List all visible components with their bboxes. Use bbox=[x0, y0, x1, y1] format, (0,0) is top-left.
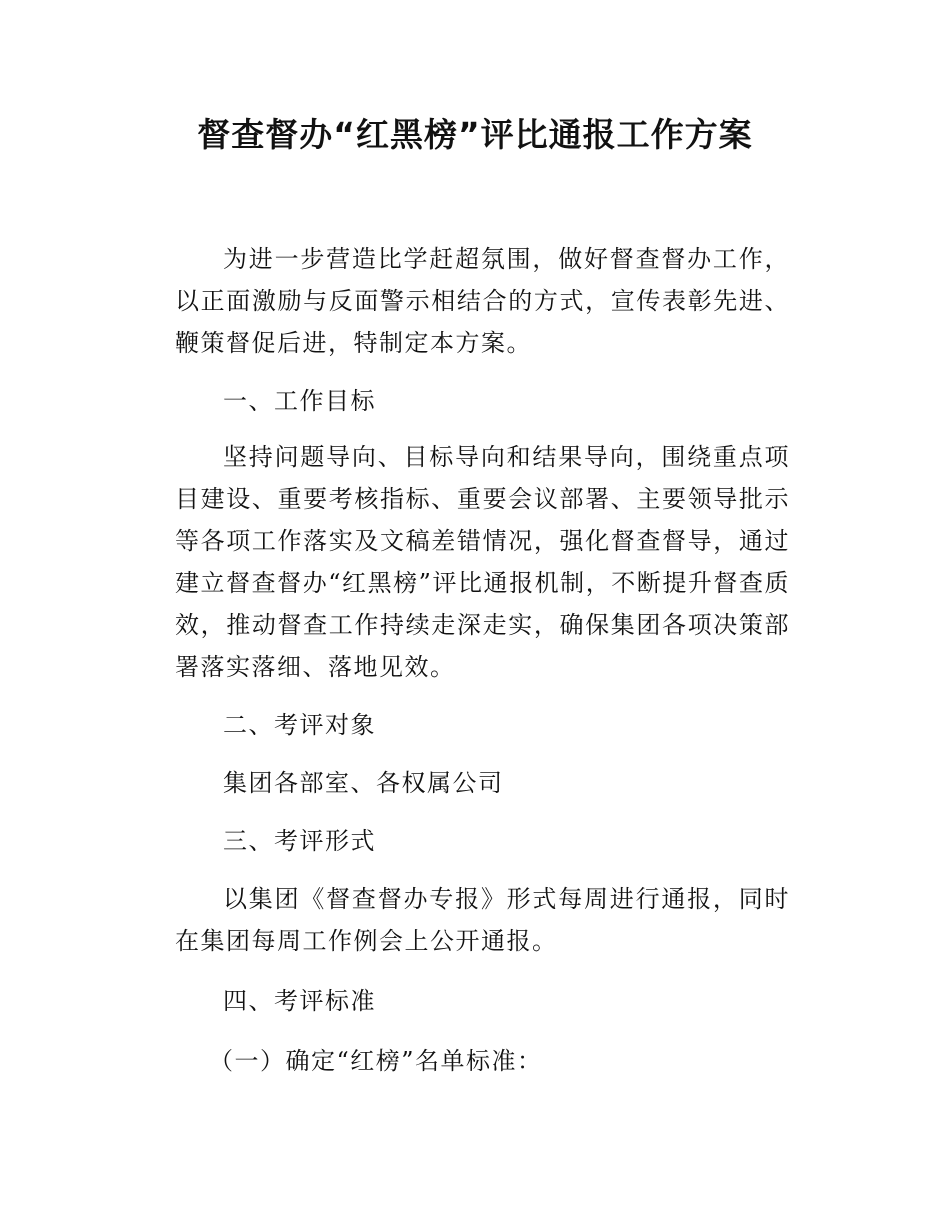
document-body bbox=[175, 238, 790, 1082]
section-heading-format: 三、考评形式 bbox=[223, 827, 376, 855]
section-heading-targets: 二、考评对象 bbox=[223, 711, 376, 739]
intro-paragraph: 为进一步营造比学赶超氛围，做好督查督办工作，以正面激励与反面警示相结合的方式，宣传表彰先进、鞭策督促后进，特制定本方案。 bbox=[175, 245, 790, 357]
section-heading-criteria: 四、考评标准 bbox=[223, 987, 376, 1015]
section-body-targets: 集团各部室、各权属公司 bbox=[223, 769, 504, 797]
subsection-red-list-criteria: （一）确定“红榜”名单标准： bbox=[209, 1047, 543, 1075]
section-body-goals: 坚持问题导向、目标导向和结果导向，围绕重点项目建设、重要考核指标、重要会议部署、主要领导批示等各项工作落实及文稿差错情况，强化督查督导，通过建立督查督办“红黑榜”评比通报机制，不断提升督查质效，推动督查工作持续走深走实，确保集团各项决策部署落实落细、落地见效。 bbox=[175, 443, 790, 681]
section-heading-goals: 一、工作目标 bbox=[223, 387, 376, 415]
section-body-format: 以集团《督查督办专报》形式每周进行通报，同时在集团每周工作例会上公开通报。 bbox=[175, 885, 790, 955]
document-title: 督查督办“红黑榜”评比通报工作方案 bbox=[197, 115, 753, 154]
